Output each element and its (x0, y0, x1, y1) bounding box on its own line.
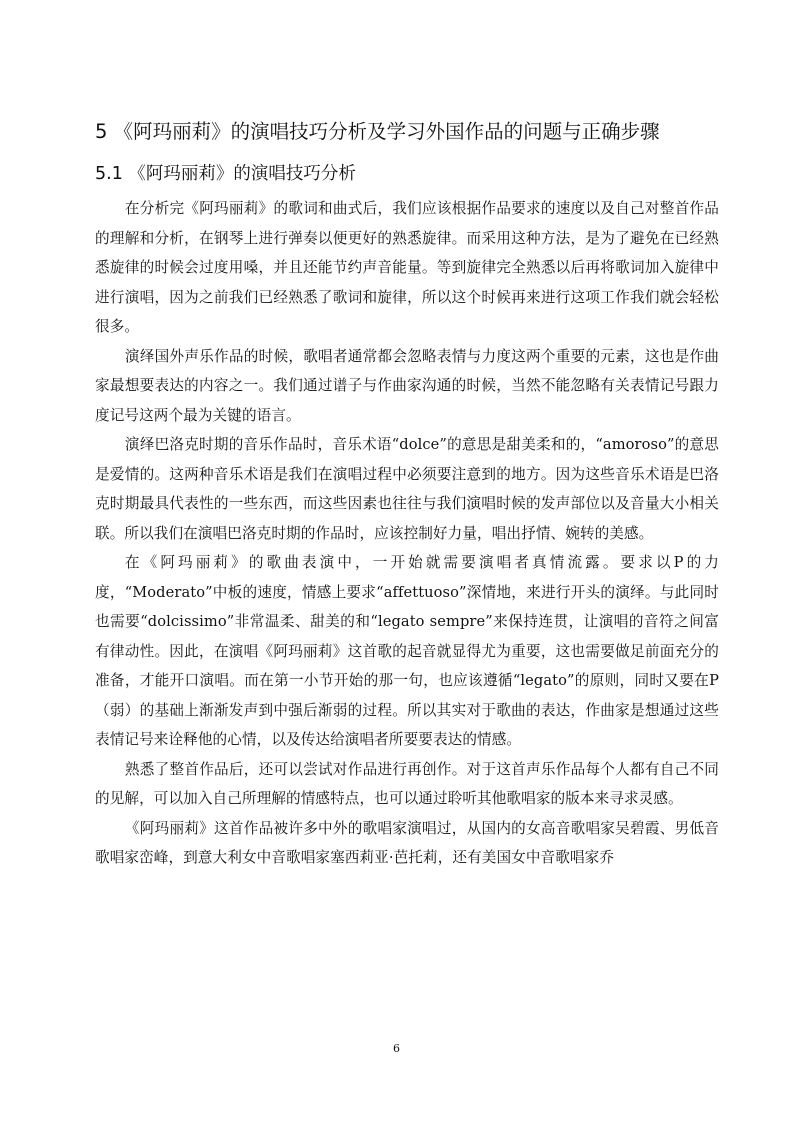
body-text (95, 194, 719, 873)
paragraph-1: 在分析完《阿玛丽莉》的歌词和曲式后，我们应该根据作品要求的速度以及自己对整首作品的理解和分析，在钢琴上进行弹奏以便更好的熟悉旋律。而采用这种方法，是为了避免在已经熟悉旋律的时候会过度用嗓，并且还能节约声音能量。等到旋律完全熟悉以后再将歌词加入旋律中进行演唱，因为之前我们已经熟悉了歌词和旋律，所以这个时候再来进行这项工作我们就会轻松很多。 (95, 200, 719, 335)
paragraph-6: 《阿玛丽莉》这首作品被许多中外的歌唱家演唱过，从国内的女高音歌唱家吴碧霞、男低音歌唱家峦峰，到意大利女中音歌唱家塞西莉亚·芭托莉，还有美国女中音歌唱家乔 (95, 819, 719, 866)
paragraph-3: 演绎巴洛克时期的音乐作品时，音乐术语“dolce”的意思是甜美柔和的，“amoroso”的意思是爱情的。这两种音乐术语是我们在演唱过程中必须要注意到的地方。因为这些音乐术语是巴洛克时期最具代表性的一些东西，而这些因素也往往与我们演唱时候的发声部位以及音量大小相关联。所以我们在演唱巴洛克时期的作品时，应该控制好力量，唱出抒情、婉转的美感。 (95, 436, 719, 542)
page-number: 6 (393, 1042, 400, 1055)
chapter-heading: 5 《阿玛丽莉》的演唱技巧分析及学习外国作品的问题与正确步骤 (95, 120, 660, 143)
paragraph-2: 演绎国外声乐作品的时候，歌唱者通常都会忽略表情与力度这两个重要的元素，这也是作曲家最想要表达的内容之一。我们通过谱子与作曲家沟通的时候，当然不能忽略有关表情记号跟力度记号这两个最为关键的语言。 (95, 347, 719, 424)
section-heading: 5.1 《阿玛丽莉》的演唱技巧分析 (95, 164, 356, 184)
paragraph-5: 熟悉了整首作品后，还可以尝试对作品进行再创作。对于这首声乐作品每个人都有自己不同的见解，可以加入自己所理解的情感特点，也可以通过聆听其他歌唱家的版本来寻求灵感。 (95, 760, 719, 807)
paragraph-4: 在《阿玛丽莉》的歌曲表演中，一开始就需要演唱者真情流露。要求以P的力度，“Moderato”中板的速度，情感上要求“affettuoso”深情地，来进行开头的演绎。与此同时也需要“dolcissimo”非常温柔、甜美的和“legato sempre”来保持连贯，让演唱的音符之间富有律动性。因此，在演唱《阿玛丽莉》这首歌的起音就显得尤为重要，这也需要做足前面充分的准备，才能开口演唱。而在第一小节开始的那一句，也应该遵循“legato”的原则，同时又要在P（弱）的基础上渐渐发声到中强后渐弱的过程。所以其实对于歌曲的表达，作曲家是想通过这些表情记号来诠释他的心情，以及传达给演唱者所要要表达的情感。 (95, 554, 719, 748)
